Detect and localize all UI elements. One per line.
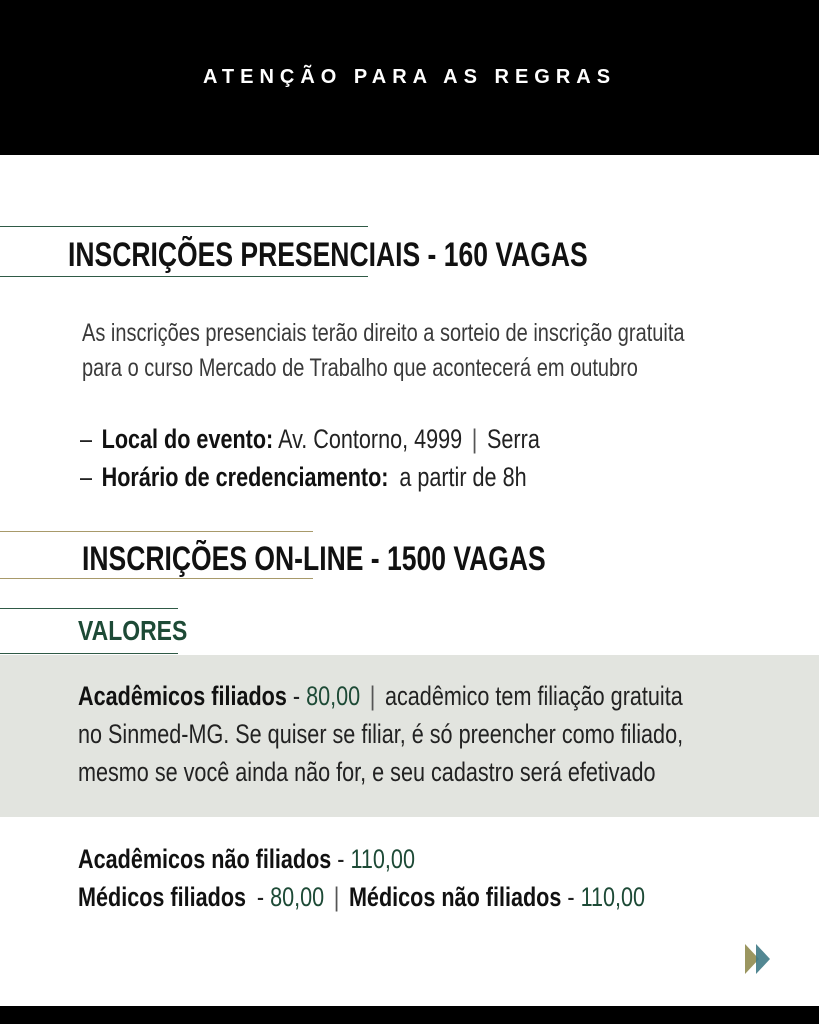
price-dash: -: [337, 844, 345, 874]
local-city: Serra: [487, 424, 540, 454]
online-rule-top: [0, 531, 313, 532]
intro-line-2: para o curso Mercado de Trabalho que acontecerá em outubro: [82, 354, 638, 382]
valores-rule-top: [0, 608, 178, 609]
medicos-nao-filiados-label: Médicos não filiados: [348, 882, 562, 912]
separator: |: [369, 681, 376, 711]
price-dash: -: [256, 882, 265, 912]
intro-line-1: As inscrições presenciais terão direito a sorteio de inscrição gratuita: [82, 319, 685, 347]
dash: –: [80, 462, 93, 492]
presencial-heading: INSCRIÇÕES PRESENCIAIS - 160 VAGAS: [68, 236, 588, 274]
separator: |: [333, 882, 340, 912]
heading-rule-bottom: [0, 276, 368, 277]
price-dash: -: [567, 882, 575, 912]
academicos-filiados-label: Acadêmicos filiados: [78, 681, 287, 711]
header-bar: [0, 0, 819, 155]
dash: –: [80, 424, 93, 454]
academicos-nao-filiados-line: [78, 840, 415, 878]
medicos-filiados-label: Médicos filiados: [78, 882, 247, 912]
academicos-nao-filiados-price: 110,00: [350, 844, 415, 874]
online-heading: INSCRIÇÕES ON-LINE - 1500 VAGAS: [82, 540, 546, 578]
local-line: [80, 424, 540, 455]
horario-line: [80, 462, 527, 493]
page-title: ATENÇÃO PARA AS REGRAS: [202, 66, 617, 88]
valores-rule-bottom: [0, 653, 178, 654]
academicos-filiados-note: acadêmico tem filiação gratuita: [384, 681, 683, 711]
medicos-line: [78, 878, 645, 916]
presencial-intro: [82, 316, 685, 386]
local-value: Av. Contorno, 4999: [278, 424, 463, 454]
separator: |: [471, 424, 478, 454]
academicos-filiados-line: [78, 677, 683, 715]
academicos-nao-filiados-label: Acadêmicos não filiados: [78, 844, 332, 874]
price-dash: -: [292, 681, 301, 711]
medicos-filiados-price: 80,00: [270, 882, 325, 912]
footer-bar: [0, 1006, 819, 1024]
academicos-filiados-price: 80,00: [306, 681, 361, 711]
academicos-filiados-note-3: mesmo se você ainda não for, e seu cadastro será efetivado: [78, 757, 656, 787]
heading-rule-top: [0, 226, 368, 227]
academicos-filiados-note-2: no Sinmed-MG. Se quiser se filiar, é só preencher como filiado,: [78, 719, 684, 749]
double-chevron-right-icon[interactable]: [745, 944, 773, 974]
valores-title: VALORES: [78, 615, 188, 646]
horario-label: Horário de credenciamento:: [101, 462, 389, 492]
horario-value: a partir de 8h: [399, 462, 527, 492]
chevron-teal: [756, 944, 770, 974]
local-label: Local do evento:: [101, 424, 274, 454]
medicos-nao-filiados-price: 110,00: [580, 882, 646, 912]
